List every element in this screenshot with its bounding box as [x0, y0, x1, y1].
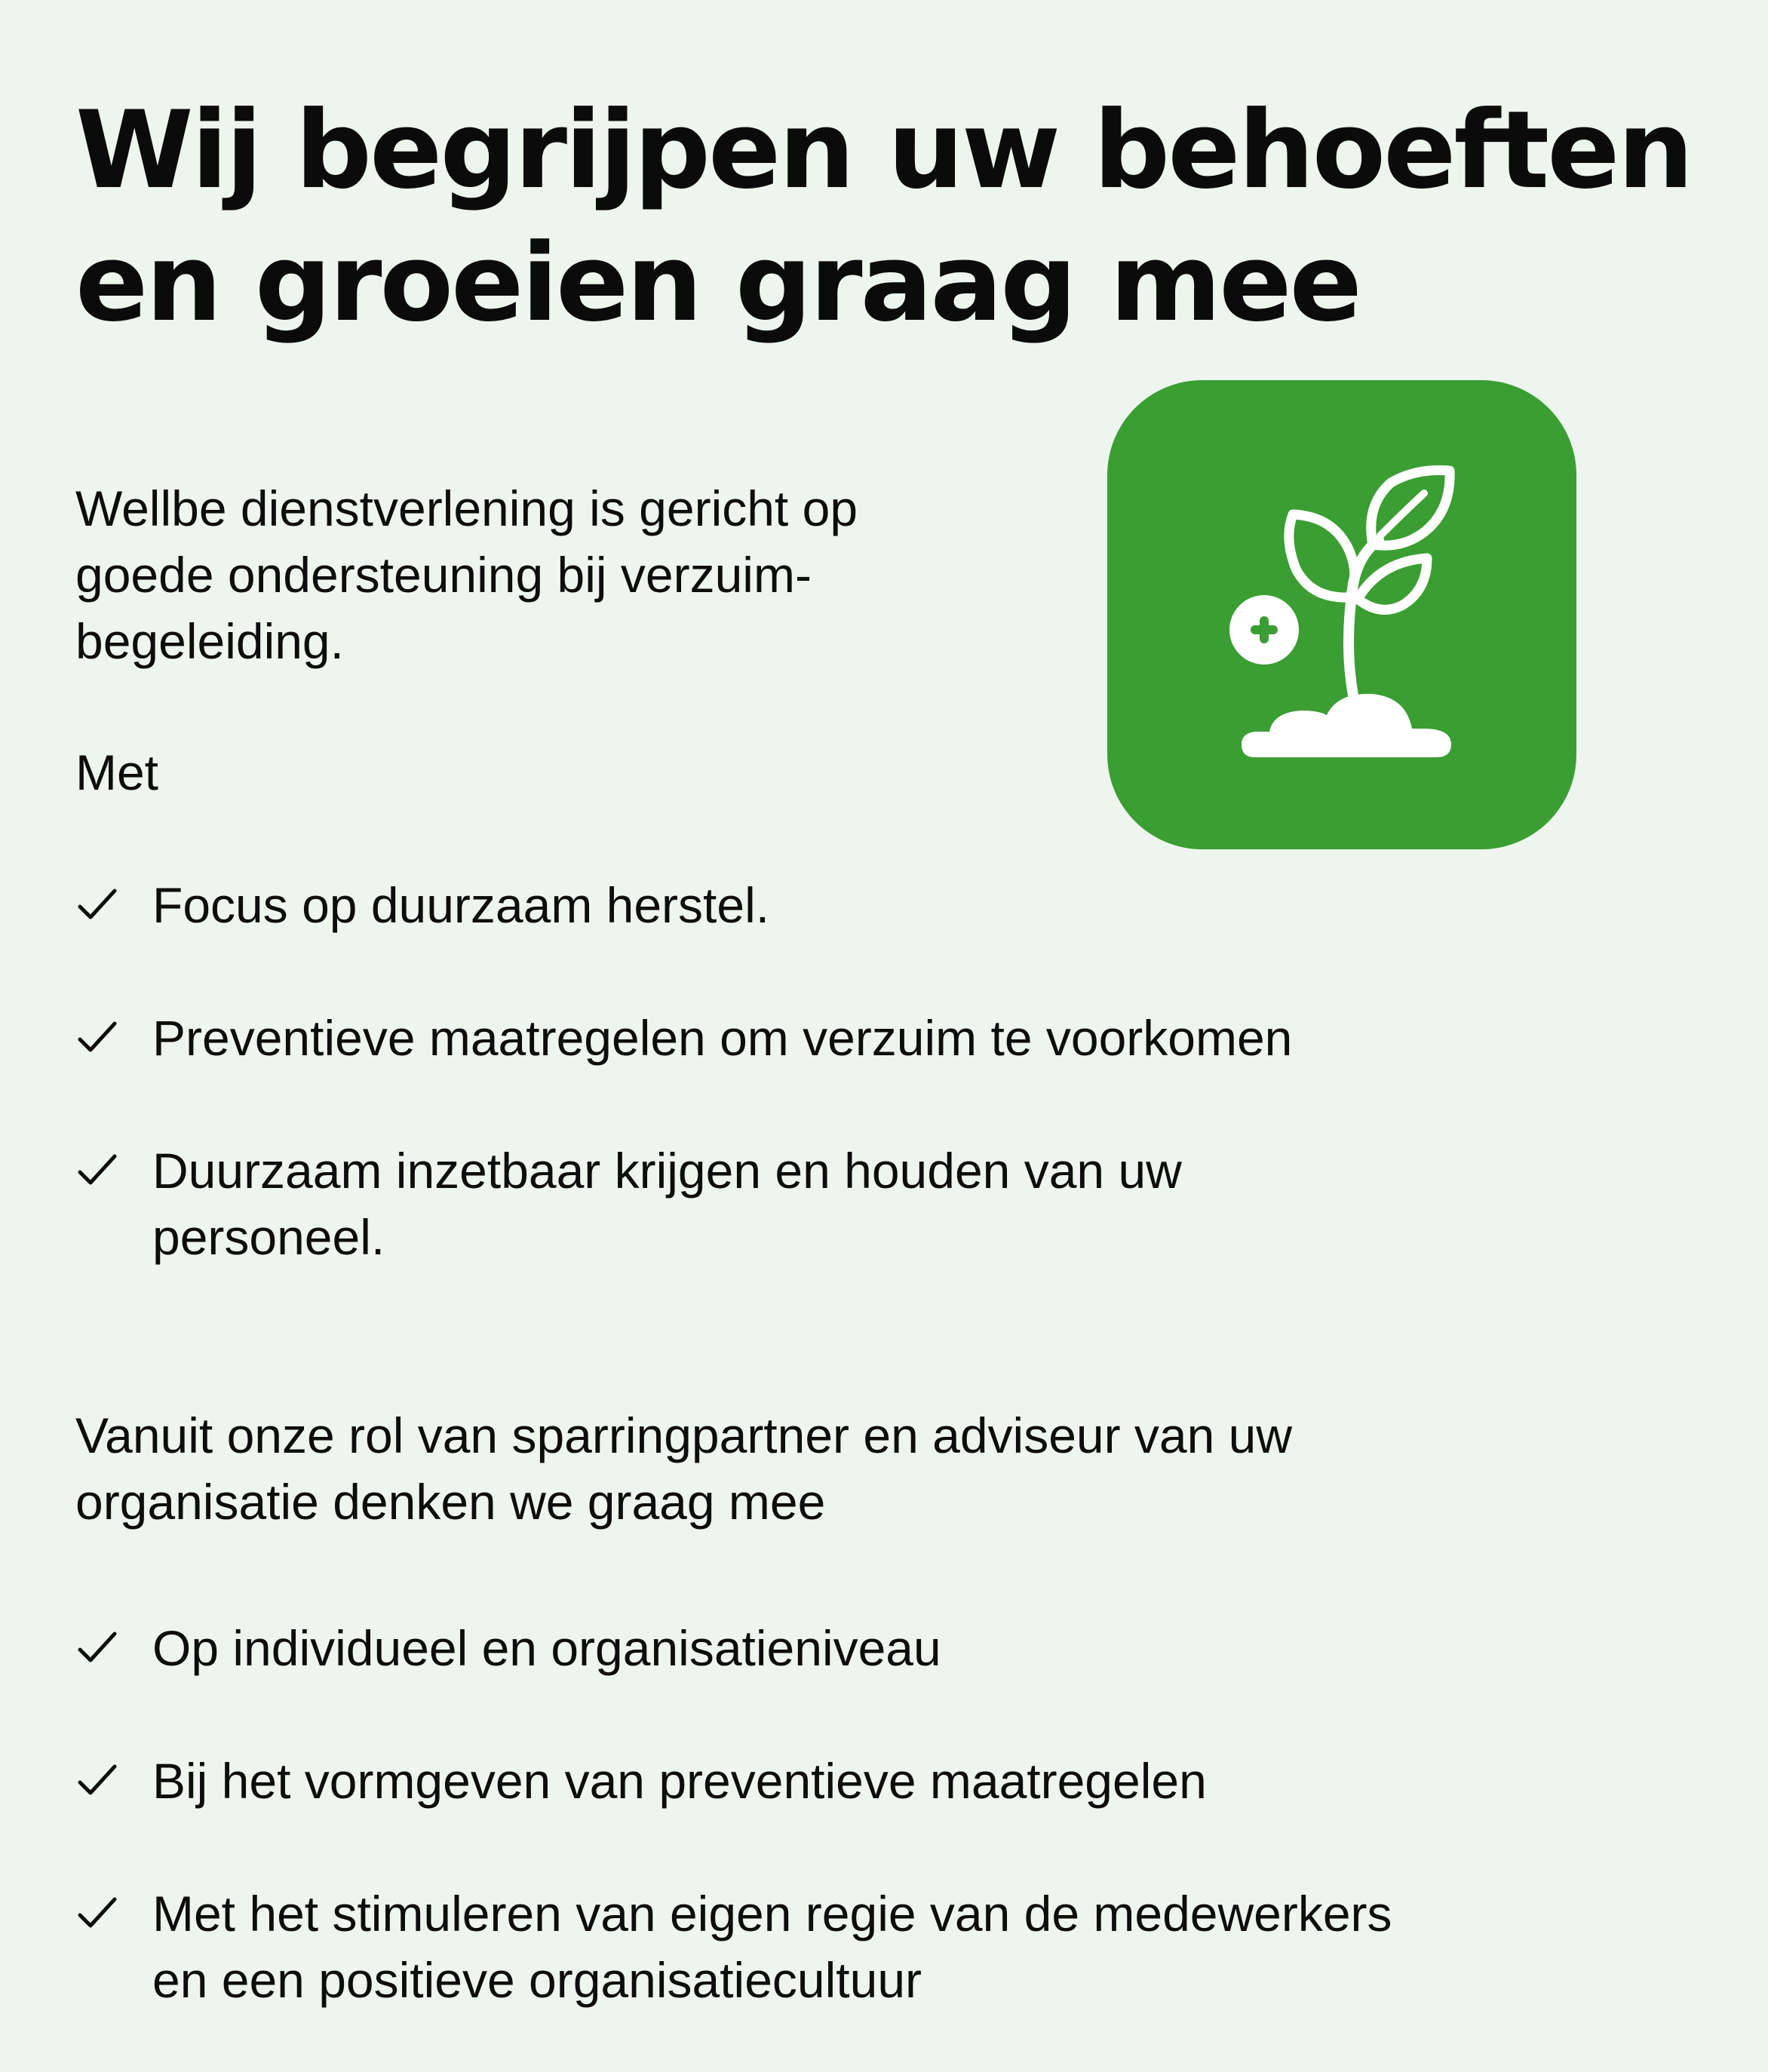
top-leaf-vein [1380, 493, 1424, 536]
advisor-line-2: organisatie denken we graag mee [75, 1474, 826, 1530]
intro-line-1: Wellbe dienstverlening is gericht op [75, 480, 858, 536]
list-item-text: Bij het vormgeven van preventieve maatregelen [152, 1753, 1207, 1809]
list-item-text: Op individueel en organisatieniveau [152, 1620, 941, 1676]
intro-line-2: goede ondersteuning bij verzuim- [75, 547, 812, 603]
list-item [75, 872, 1697, 938]
sprout-icon [1107, 380, 1576, 849]
list-item [75, 1005, 1697, 1071]
list-item [75, 1137, 1697, 1270]
checkmark-icon [77, 1763, 118, 1797]
list-item-text: Preventieve maatregelen om verzuim te voorkomen [152, 1010, 1293, 1066]
checkmark-icon [77, 1895, 118, 1930]
page-title-line-2: en groeien graag mee [75, 221, 1360, 345]
benefits-list [75, 872, 1697, 1270]
checkmark-icon [77, 1153, 118, 1187]
list-item-text-continued: personeel. [152, 1209, 385, 1265]
soil-mound-shape [1242, 694, 1451, 757]
advisor-line-1: Vanuit onze rol van sparringpartner en adviseur van uw [75, 1407, 1293, 1463]
page-title [75, 84, 1697, 350]
advisor-paragraph [75, 1402, 1697, 1535]
list-item [75, 1615, 1697, 1681]
list-item-text: Focus op duurzaam herstel. [152, 877, 770, 933]
list-item [75, 1880, 1697, 2013]
intro-line-3: begeleiding. [75, 613, 344, 669]
plus-badge-vertical [1260, 616, 1269, 643]
checkmark-icon [77, 1020, 118, 1054]
checkmark-icon [77, 887, 118, 922]
right-leaf-shape [1358, 558, 1427, 609]
list-item-text: Duurzaam inzetbaar krijgen en houden van uw [152, 1143, 1182, 1199]
checkmark-icon [77, 1630, 118, 1665]
list-item [75, 1748, 1697, 1814]
list-item-text: Met het stimuleren van eigen regie van de medewerkers [152, 1886, 1392, 1942]
sprout-glyph [1107, 380, 1576, 849]
met-label: Met [75, 744, 159, 800]
page-title-line-1: Wij begrijpen uw behoeften [75, 88, 1692, 213]
intro-paragraph [75, 475, 1056, 674]
left-leaf-shape [1289, 514, 1355, 597]
list-item-text-continued: en een positieve organisatiecultuur [152, 1952, 922, 2008]
collaboration-list [75, 1615, 1697, 2013]
